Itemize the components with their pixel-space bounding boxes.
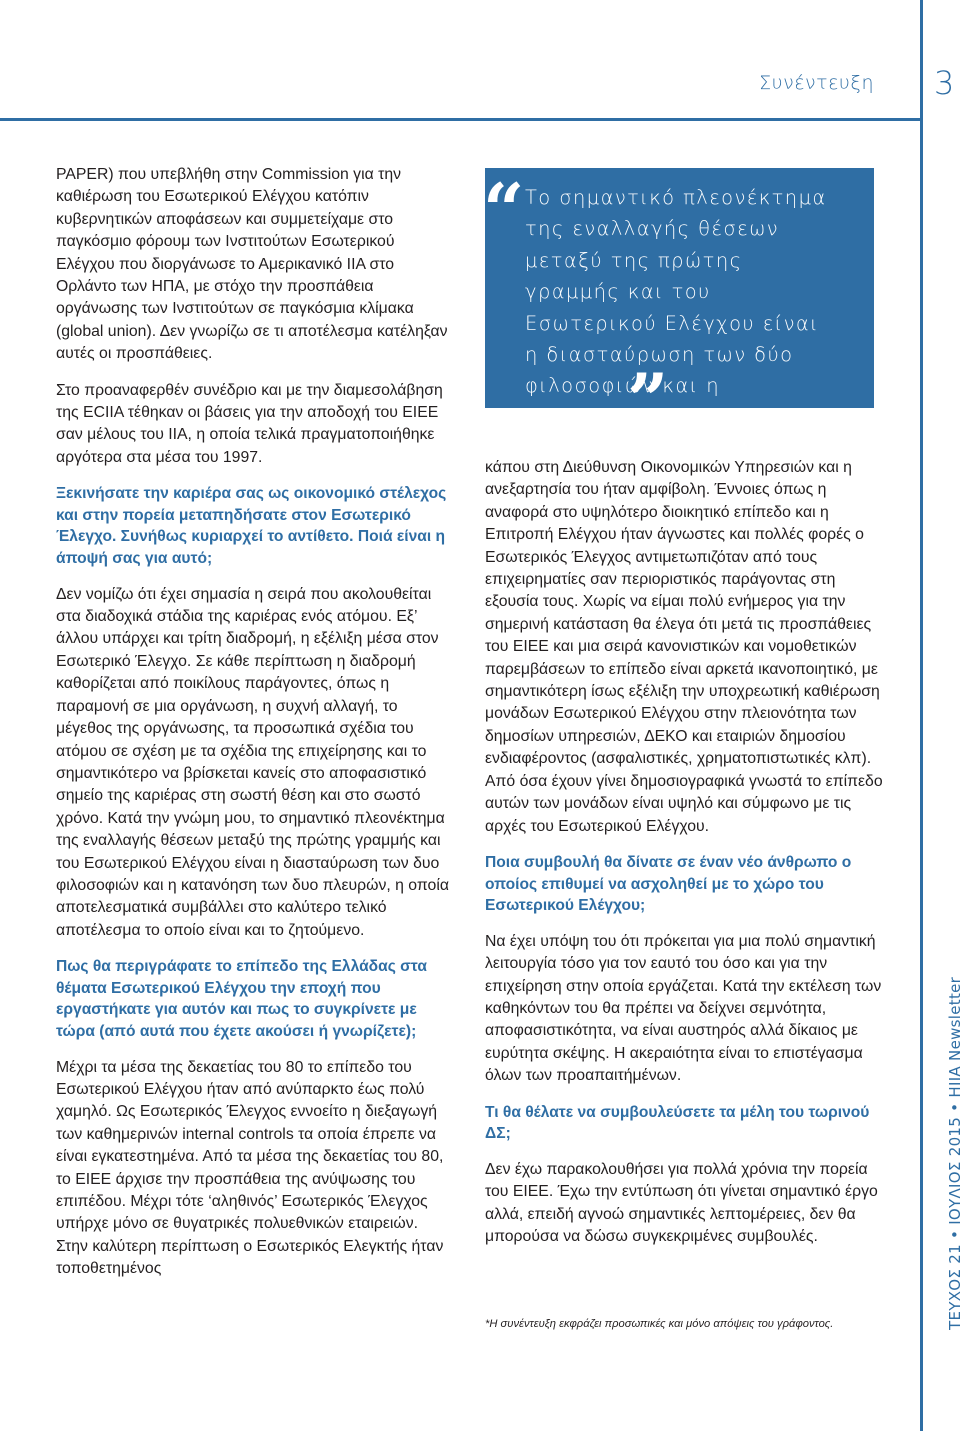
paragraph: Να έχει υπόψη του ότι πρόκειται για μια πολύ σημαντική λειτουργία τόσο για τον εαυτό του όσο και για την επιχείρηση στην οποία εργάζεται. Κατά την εκτέλεση των καθηκόντων του θα πρέπει να δείχνει σεμνότητα, αποφασιστικότητα, να είναι αυστηρός αλλά δίκαιος με ευρύτητα σκέψης. Η ακεραιότητα είναι το επιστέγασμα όλων των προαπαιτήμένων. bbox=[485, 932, 882, 1085]
pullquote-text: Το σημαντικό πλεονέκτημα της εναλλαγής θέσεων μεταξύ της πρώτης γραμμής και του Εσωτερικού Ελέγχου είναι η διασταύρωση των δύο φιλοσοφιών και η κατανόηση των δύο πλευρών. bbox=[525, 186, 827, 461]
interview-question: Ποια συμβουλή θα δίνατε σε έναν νέο άνθρωπο ο οποίος επιθυμεί να ασχοληθεί με το χώρο του Εσωτερικού Ελέγχου; bbox=[485, 853, 852, 915]
left-column bbox=[56, 164, 452, 1281]
side-stripe bbox=[920, 0, 923, 1431]
paragraph: Στο προαναφερθέν συνέδριο και με την διαμεσολάβηση της ECIIA τέθηκαν οι βάσεις για την αποδοχή του ΕΙΕΕ σαν μέλους του IIA, η οποία τελικά πραγματοποιήθηκε αργότερα στα μέσα του 1997. bbox=[56, 381, 443, 466]
footnote: *Η συνέντευξη εκφράζει προσωπικές και μόνο απόψεις του γράφοντος. bbox=[485, 1318, 834, 1330]
issue-caption: ΤΕΥΧΟΣ 21 • ΙΟΥΛΙΟΣ 2015 • HIIA Newsletter bbox=[946, 976, 964, 1330]
page-number: 3 bbox=[934, 64, 955, 102]
open-quote-icon: “ bbox=[483, 167, 525, 252]
paragraph: PAPER) που υπεβλήθη στην Commission για την καθιέρωση του Εσωτερικού Ελέγχου κατόπιν κυβερνητικών αποφάσεων και συμμετείχαμε στο παγκόσμιο φόρουμ των Ινστιτούτων Εσωτερικού Ελέγχου που διοργάνωσε το Αμερικανικό IIA στο Ορλάντο των ΗΠΑ, με στόχο την προσπάθεια οργάνωσης των Ινστιτούτων σε παγκόσμια κλίμακα (global union). Δεν γνωρίζω σε τι αποτέλεσμα κατέληξαν αυτές οι προσπάθειες. bbox=[56, 166, 448, 363]
paragraph: κάπου στη Διεύθυνση Οικονομικών Υπηρεσιών και η ανεξαρτησία του ήταν αμφίβολη. Έννοιες όπως η αναφορά στο υψηλότερο διοικητικό επίπεδο και η Επιτροπή Ελέγχου ήταν άγνωστες και πολλές φορές ο Εσωτερικός Έλεγχος αντιμετωπιζόταν από τους επιχειρηματίες σαν περιοριστικός παράγοντας στη εξουσία τους. Χωρίς να είμαι πολύ ενήμερος για την σημερινή κατάσταση θα έλεγα ότι μετά τις προσπάθειες του ΕΙΕΕ και μια σειρά κανονιστικών και νομοθετικών παρεμβάσεων το επίπεδο είναι αρκετά ικανοποιητικό, με σημαντικότερη ίσως εξέλιξη την υποχρεωτική καθιέρωση μονάδων Εσωτερικού Ελέγχου στην πλειονότητα των δημοσίων υπηρεσιών, ΔΕΚΟ και εταιριών δημοσίου ενδιαφέροντος (ασφαλιστικές, χρηματοπιστωτικές κλπ). Από όσα έχουν γίνει δημοσιογραφικά γνωστά το επίπεδο αυτών των μονάδων είναι υψηλό και σύμφωνο με τις αρχές του Εσωτερικού Ελέγχου. bbox=[485, 459, 883, 835]
pullquote-box bbox=[483, 167, 874, 461]
paragraph: Δεν έχω παρακολουθήσει για πολλά χρόνια την πορεία του ΕΙΕΕ. Έχω την εντύπωση ότι γίνεται σημαντικό έργο αλλά, επειδή αγνοώ σημαντικές λεπτομέρειες, δεν θα μπορούσα να δώσω συγκεκριμένες συμβουλές. bbox=[485, 1160, 878, 1245]
interview-question: Πως θα περιγράφατε το επίπεδο της Ελλάδας στα θέματα Εσωτερικού Ελέγχου την εποχή που εργαστήκατε για αυτόν και πως το συγκρίνετε με τώρα (από αυτά που έχετε ακούσει ή γνωρίζετε); bbox=[56, 958, 427, 1040]
section-label: Συνέντευξη bbox=[759, 72, 874, 94]
interview-question: Τι θα θέλατε να συμβουλεύσετε τα μέλη του τωρινού ΔΣ; bbox=[485, 1103, 870, 1143]
paragraph: Μέχρι τα μέσα της δεκαετίας του 80 το επίπεδο του Εσωτερικού Ελέγχου ήταν από ανύπαρκτο έως πολύ χαμηλό. Ως Εσωτερικός Έλεγχος εννοείτο η διεξαγωγή των καθημερινών internal controls τα οποία έπρεπε να είναι εγκατεστημένα. Από τα μέσα της δεκαετίας του 80, το ΕΙΕΕ άρχισε την προσπάθεια της ανύψωσης του επιπέδου. Μέχρι τότε ‘αληθινός’ Εσωτερικός Έλεγχος υπήρχε μόνο σε θυγατρικές πολυεθνικών εταιρειών. Στην καλύτερη περίπτωση ο Εσωτερικός Ελεγκτής ήταν τοποθετημένος bbox=[56, 1058, 444, 1278]
header-rule bbox=[0, 118, 920, 121]
close-quote-icon: ” bbox=[627, 357, 669, 442]
paragraph: Δεν νομίζω ότι έχει σημασία η σειρά που ακολουθείται στα διαδοχικά στάδια της καριέρας ενός ατόμου. Εξ’ άλλου υπάρχει και τρίτη διαδρομή, η εξέλιξη μέσα στον Εσωτερικό Έλεγχο. Σε κάθε περίπτωση η διαδρομή καθορίζεται από ποικίλους παράγοντες, όπως η παραμονή σε μια οργάνωση, η συχνή αλλαγή, το μέγεθος της οργάνωσης, τα προσωπικά σχέδια του ατόμου σε σχέση με τα σχέδια της επιχείρησης και το σημαντικότερο να βρίσκεται κανείς στο αποφασιστικό σημείο της καριέρας στη σωστή θέση και στο σωστό χρόνο. Κατά την γνώμη μου, το σημαντικό πλεονέκτημα της εναλλαγής θέσεων μεταξύ της πρώτης γραμμής και του Εσωτερικού Ελέγχου είναι η διασταύρωση των δυο φιλοσοφιών και η κατανόηση των δυο πλευρών, η οποία αποτελεσματικά συμβάλλει στο καλύτερο τελικό αποτέλεσμα το οποίο είναι και το ζητούμενο. bbox=[56, 585, 449, 939]
interview-question: Ξεκινήσατε την καριέρα σας ως οικονομικό στέλεχος και στην πορεία μεταπηδήσατε στον Εσωτερικό Έλεγχο. Συνήθως κυριαρχεί το αντίθετο. Ποιά είναι η άποψή σας για αυτό; bbox=[56, 485, 447, 568]
right-column bbox=[485, 457, 885, 1248]
